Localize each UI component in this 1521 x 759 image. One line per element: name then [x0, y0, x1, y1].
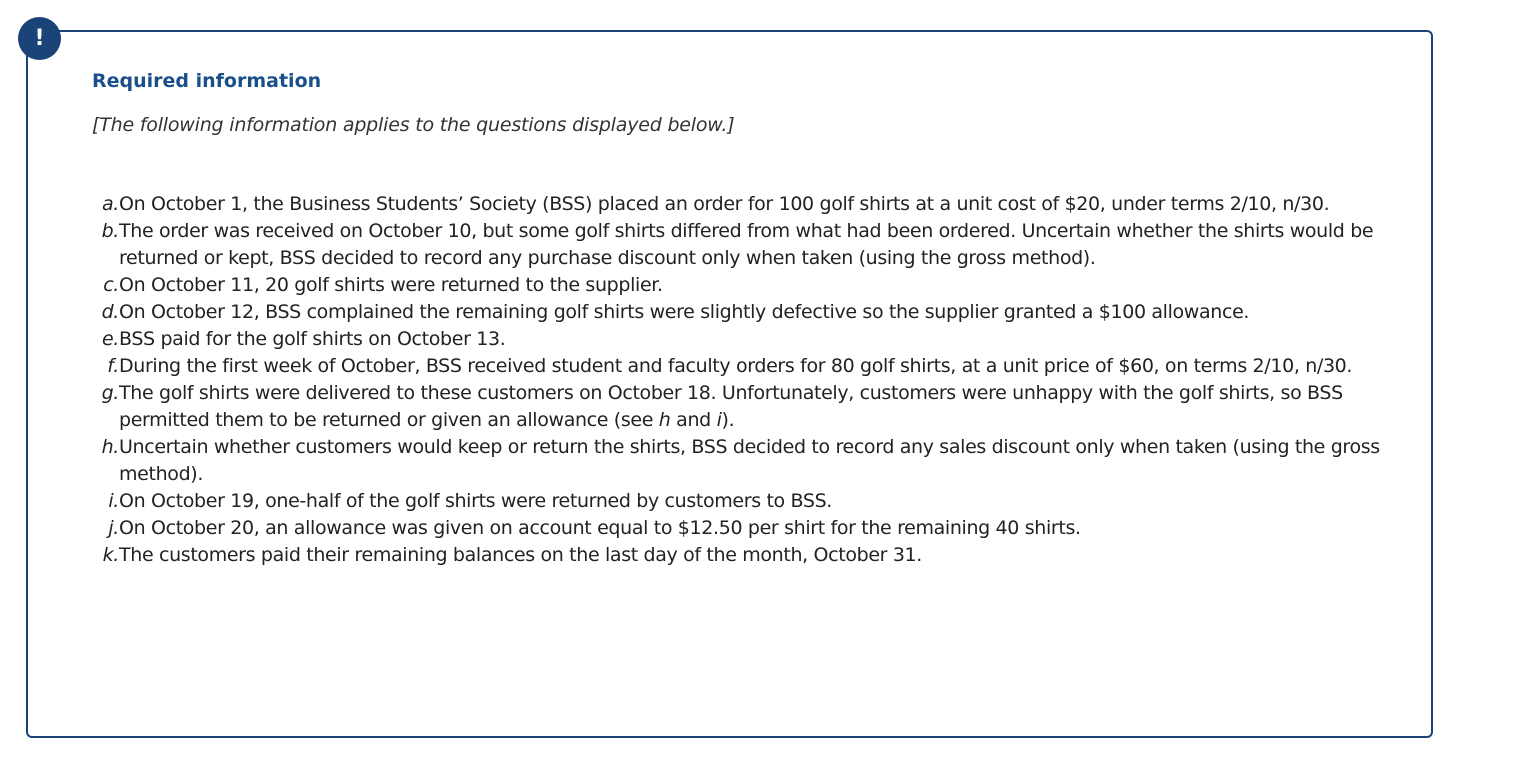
list-item [92, 380, 1382, 434]
required-information-card [26, 30, 1433, 738]
list-item [92, 434, 1382, 488]
list-item [92, 353, 1382, 380]
list-item [92, 326, 1382, 353]
item-letter: b. [101, 220, 119, 242]
item-text: The customers paid their remaining balances on the last day of the month, October 31. [119, 544, 922, 566]
item-text: Uncertain whether customers would keep or return the shirts, BSS decided to record any sales discount only when taken (using the gross method). [119, 436, 1380, 485]
item-letter: h. [101, 436, 119, 458]
item-letter: c. [103, 274, 119, 296]
reference-h: h [658, 409, 671, 431]
item-text [119, 380, 1382, 434]
item-text: BSS paid for the golf shirts on October 13. [119, 328, 506, 350]
item-letter: d. [101, 301, 119, 323]
card-title: Required information [92, 70, 322, 92]
list-item [92, 218, 1382, 272]
information-list [92, 191, 1382, 569]
item-letter: j. [108, 517, 119, 539]
item-letter: e. [101, 328, 119, 350]
list-item [92, 542, 1382, 569]
reference-i: i [716, 409, 722, 431]
item-text: During the first week of October, BSS received student and faculty orders for 80 golf shirts, at a unit price of $60, on terms 2/10, n/30. [119, 355, 1353, 377]
item-text: On October 1, the Business Students’ Society (BSS) placed an order for 100 golf shirts at a unit cost of $20, under terms 2/10, n/30. [119, 193, 1330, 215]
item-letter: f. [107, 355, 119, 377]
list-item [92, 488, 1382, 515]
list-item [92, 272, 1382, 299]
item-text: On October 19, one-half of the golf shirts were returned by customers to BSS. [119, 490, 832, 512]
exclamation-icon: ! [18, 17, 61, 60]
item-text: On October 12, BSS complained the remaining golf shirts were slightly defective so the supplier granted a $100 allowance. [119, 301, 1250, 323]
item-text: The order was received on October 10, but some golf shirts differed from what had been ordered. Uncertain whether the shirts would be returned or kept, BSS decided to record any purchase discount only when taken (using the gross method). [119, 220, 1374, 269]
item-letter: k. [102, 544, 119, 566]
item-text: On October 11, 20 golf shirts were returned to the supplier. [119, 274, 663, 296]
item-text-before: The golf shirts were delivered to these customers on October 18. Unfortunately, customers were unhappy with the golf shirts, so BSS permitted them to be returned or given an allowance (see [119, 382, 1343, 431]
list-item [92, 191, 1382, 218]
list-item [92, 515, 1382, 542]
item-letter: g. [101, 382, 119, 404]
item-text: On October 20, an allowance was given on account equal to $12.50 per shirt for the remaining 40 shirts. [119, 517, 1081, 539]
item-letter: a. [102, 193, 119, 215]
intro-text: [The following information applies to the questions displayed below.] [92, 114, 735, 136]
list-item [92, 299, 1382, 326]
item-letter: i. [108, 490, 119, 512]
item-text-and: and [670, 409, 717, 431]
item-text-after: ). [721, 409, 735, 431]
